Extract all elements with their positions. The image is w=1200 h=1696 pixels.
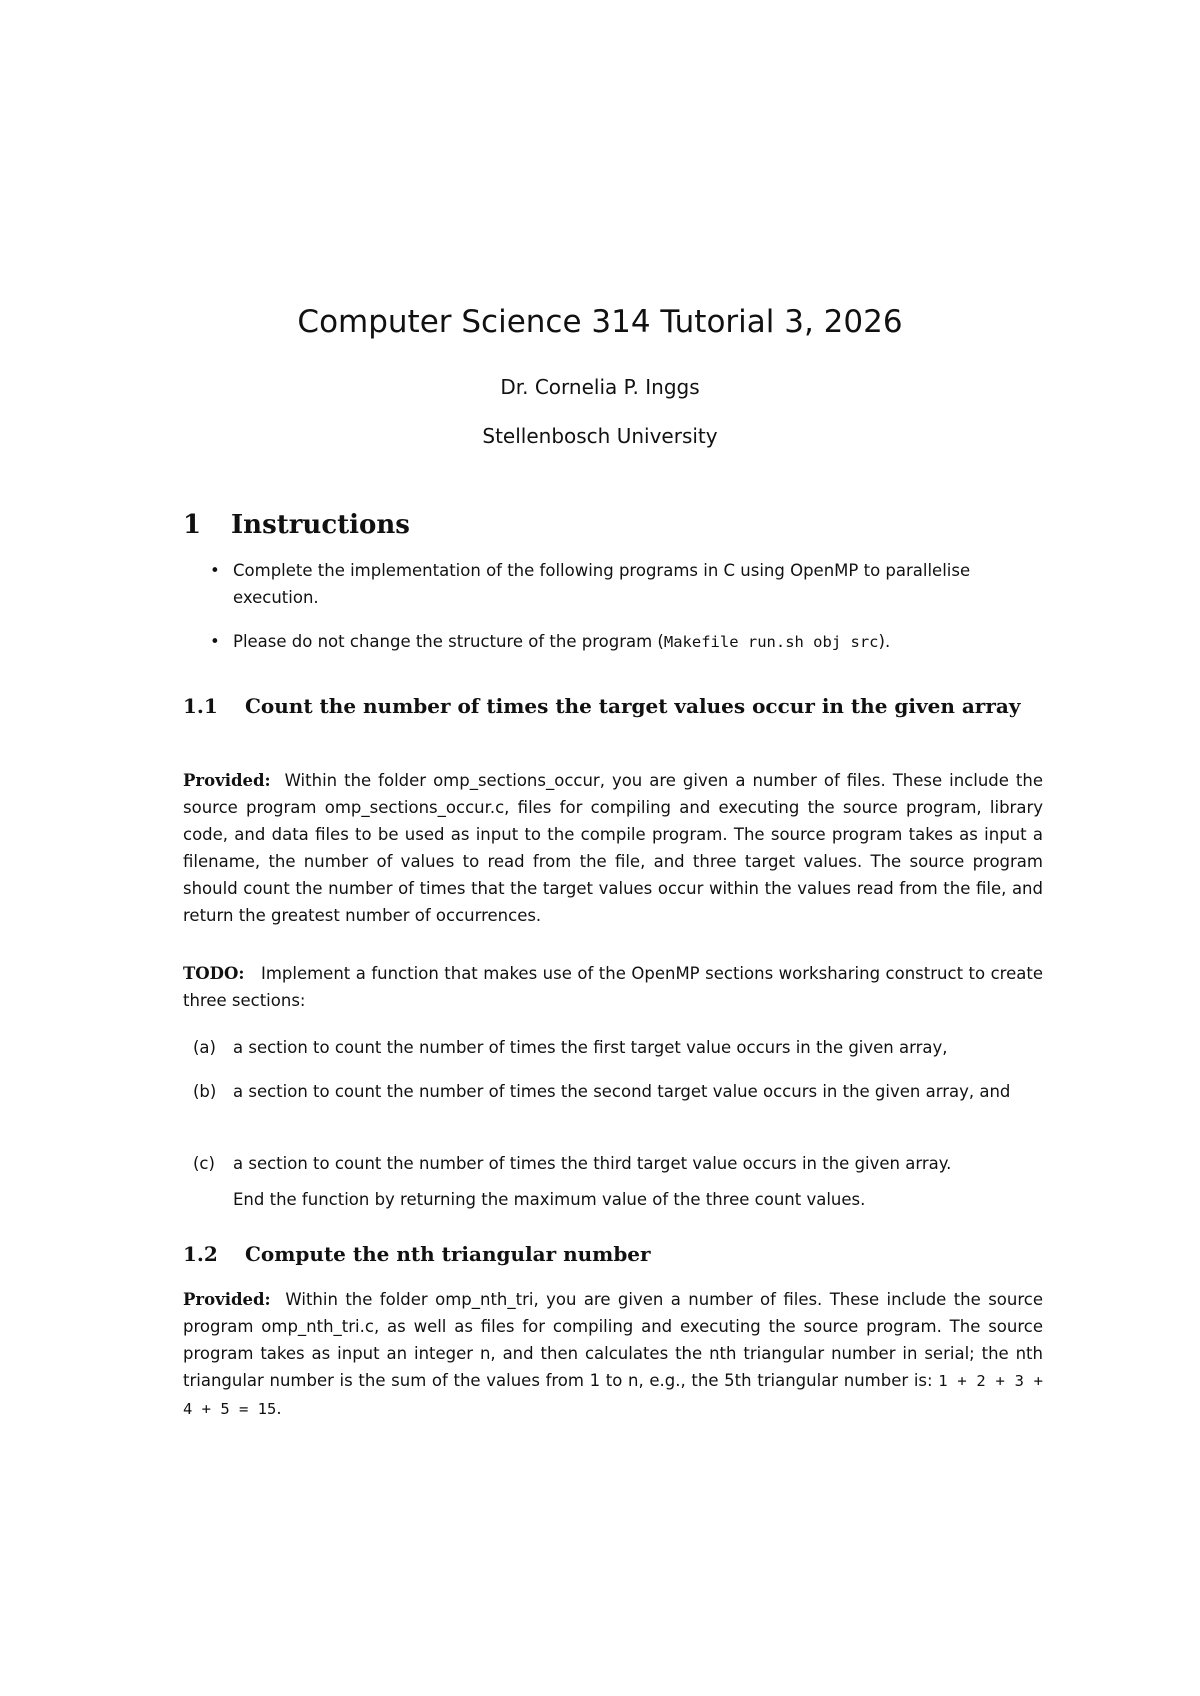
list-item xyxy=(183,1034,1043,1061)
instructions-list xyxy=(183,557,1043,656)
provided-label: Provided: xyxy=(183,771,271,790)
bullet-text: Please do not change the structure of the program ( xyxy=(233,632,664,651)
item-text: a section to count the number of times the first target value occurs in the given array, xyxy=(233,1038,948,1057)
provided-label: Provided: xyxy=(183,1290,271,1309)
subsection-heading-count xyxy=(183,690,1043,722)
inline-code: Makefile run.sh obj src xyxy=(663,633,879,651)
list-item xyxy=(183,628,1043,656)
provided-paragraph xyxy=(183,767,1043,929)
bullet-text: Complete the implementation of the following programs in C using OpenMP to parallelise execution. xyxy=(233,561,971,607)
bullet-text-tail: ). xyxy=(878,632,891,651)
example-code: 1 + 2 + 3 + 4 + 5 = 15 xyxy=(183,1372,1043,1418)
todo-label: TODO: xyxy=(183,964,245,983)
provided-paragraph xyxy=(183,1286,1043,1423)
todo-paragraph xyxy=(183,960,1043,1014)
item-label: (b) xyxy=(193,1082,217,1101)
section-heading-instructions xyxy=(183,508,410,542)
provided-text-end: . xyxy=(276,1399,282,1418)
item-text: a section to count the number of times the third target value occurs in the given array. xyxy=(233,1154,952,1173)
subsection-title: Compute the nth triangular number xyxy=(245,1242,651,1266)
item-text: a section to count the number of times the second target value occurs in the given array, and xyxy=(233,1082,1011,1101)
section-number: 1 xyxy=(183,510,202,540)
bullet-icon: • xyxy=(210,561,220,580)
closing-paragraph xyxy=(183,1186,1043,1213)
list-item xyxy=(183,1150,1043,1177)
provided-text: Within the folder omp_nth_tri, you are given a number of files. These include the source program omp_nth_tri.c, as well as files for compiling and executing the source program. The source program takes as input an integer n, and then calculates the nth triangular number in serial; the nth triangular number is the sum of the values from 1 to n, e.g., the 5th triangular number is: xyxy=(183,1290,1043,1390)
subsection-title: Count the number of times the target values occur in the given array xyxy=(245,694,1021,718)
closing-text: End the function by returning the maximum value of the three count values. xyxy=(233,1190,866,1209)
list-item xyxy=(183,557,1043,611)
item-label: (c) xyxy=(193,1154,215,1173)
author-name: Dr. Cornelia P. Inggs xyxy=(500,375,700,399)
affiliation: Stellenbosch University xyxy=(482,424,718,448)
subsection-number: 1.2 xyxy=(183,1242,218,1266)
item-label: (a) xyxy=(193,1038,216,1057)
subsection-number: 1.1 xyxy=(183,694,218,718)
list-item xyxy=(183,1078,1043,1105)
provided-text: Within the folder omp_sections_occur, you are given a number of files. These include the source program omp_sections_occur.c, files for compiling and executing the source program, library code, and data files to be used as input to the compile program. The source program takes as input a filename, the number of values to read from the file, and three target values. The source program should count the number of times that the target values occur within the values read from the file, and return the greatest number of occurrences. xyxy=(183,771,1043,925)
document-title: Computer Science 314 Tutorial 3, 2026 xyxy=(297,304,903,340)
bullet-icon: • xyxy=(210,632,220,651)
todo-text: Implement a function that makes use of the OpenMP sections worksharing construct to create three sections: xyxy=(183,964,1043,1010)
subsection-heading-triangular xyxy=(183,1238,1043,1270)
section-title: Instructions xyxy=(231,510,410,540)
